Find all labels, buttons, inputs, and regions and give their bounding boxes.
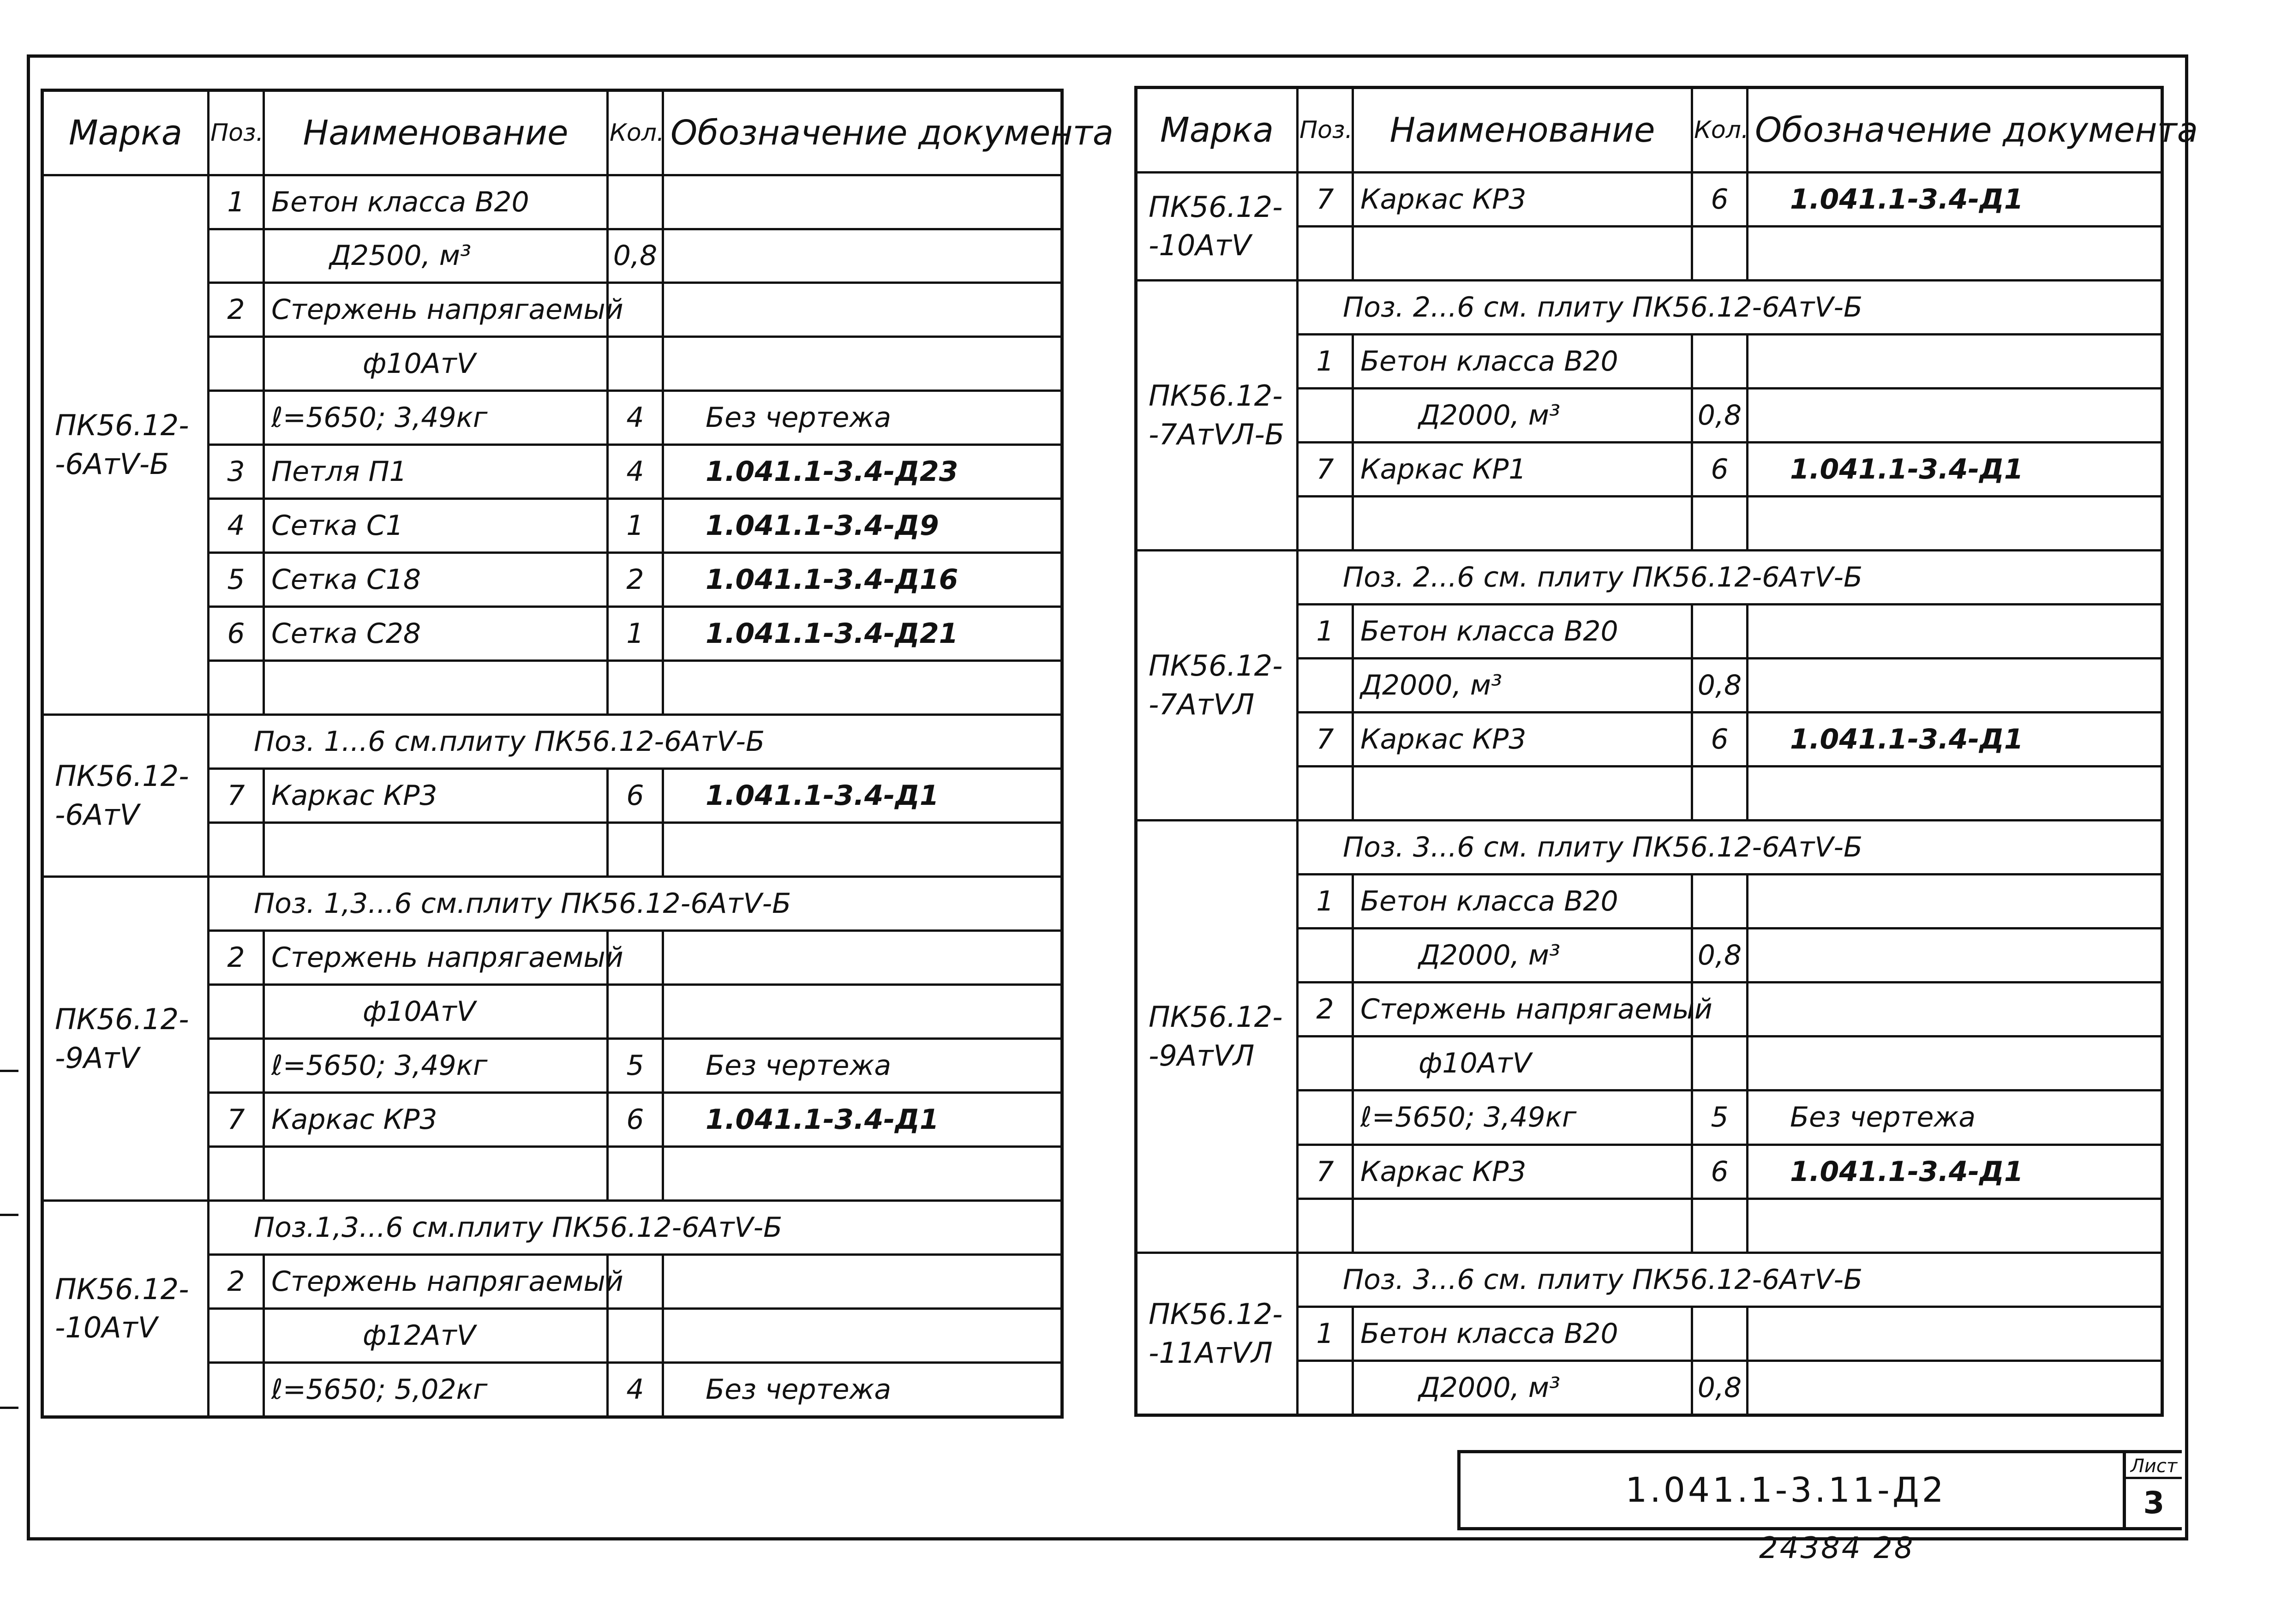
doc-cell <box>663 229 1062 283</box>
marka-cell: ПК56.12--9АтⅤЛ <box>1136 821 1298 1252</box>
pos-cell <box>209 391 264 445</box>
header-pos: Поз. <box>1298 88 1353 173</box>
doc-cell <box>663 985 1062 1039</box>
pos-cell: 7 <box>1298 442 1353 496</box>
doc-cell <box>1748 983 2162 1037</box>
kol-cell: 6 <box>1692 172 1748 226</box>
name-cell <box>264 823 608 877</box>
table-row <box>1136 821 2162 875</box>
name-cell: ℓ=5650; 3,49кг <box>264 1039 608 1093</box>
doc-cell <box>1748 659 2162 713</box>
kol-cell: 0,8 <box>1692 388 1748 442</box>
doc-cell: 1.041.1-3.4-Д16 <box>663 553 1062 607</box>
doc-cell <box>1748 929 2162 983</box>
name-cell: Каркас КР3 <box>264 769 608 823</box>
doc-cell <box>1748 1306 2162 1360</box>
table-row <box>42 877 1062 931</box>
pos-cell <box>209 1362 264 1417</box>
margin-tick <box>0 1070 18 1072</box>
kol-cell <box>1692 1037 1748 1091</box>
name-cell <box>264 1146 608 1200</box>
doc-cell: 1.041.1-3.4-Д9 <box>663 499 1062 553</box>
pos-cell: 6 <box>209 607 264 661</box>
kol-cell: 2 <box>608 553 663 607</box>
doc-cell <box>1748 226 2162 280</box>
name-cell: Бетон класса В20 <box>1353 875 1692 929</box>
kol-cell <box>1692 875 1748 929</box>
title-block-stamp <box>1457 1450 2182 1530</box>
pos-cell <box>1298 496 1353 550</box>
pos-cell <box>209 229 264 283</box>
kol-cell <box>608 1308 663 1362</box>
pos-cell <box>1298 929 1353 983</box>
doc-cell: 1.041.1-3.4-Д1 <box>1748 1145 2162 1199</box>
kol-cell: 6 <box>608 1093 663 1147</box>
table-row <box>1136 1252 2162 1306</box>
name-cell: Д2000, м³ <box>1353 929 1692 983</box>
name-cell: Каркас КР3 <box>1353 172 1692 226</box>
table-row <box>1136 172 2162 226</box>
kol-cell <box>608 1146 663 1200</box>
pos-cell <box>1298 388 1353 442</box>
pos-cell: 2 <box>209 931 264 985</box>
doc-cell <box>1748 875 2162 929</box>
doc-cell <box>663 931 1062 985</box>
pos-cell <box>1298 1199 1353 1252</box>
note-cell: Поз. 3...6 см. плиту ПК56.12-6АтⅤ-Б <box>1298 1252 2162 1306</box>
name-cell: ℓ=5650; 5,02кг <box>264 1362 608 1417</box>
pos-cell: 7 <box>1298 1145 1353 1199</box>
kol-cell: 0,8 <box>1692 1360 1748 1415</box>
kol-cell: 6 <box>1692 442 1748 496</box>
marka-cell: ПК56.12--6АтⅤ-Б <box>42 175 209 715</box>
table-row <box>42 1200 1062 1254</box>
name-cell: Д2000, м³ <box>1353 659 1692 713</box>
name-cell: Сетка С1 <box>264 499 608 553</box>
header-doc: Обозначение документа <box>663 90 1062 175</box>
kol-cell: 4 <box>608 1362 663 1417</box>
pos-cell: 1 <box>1298 605 1353 659</box>
marka-cell: ПК56.12--11АтⅤЛ <box>1136 1252 1298 1415</box>
doc-cell: Без чертежа <box>663 1362 1062 1417</box>
sheet-label: Лист <box>2126 1453 2182 1479</box>
name-cell: Д2000, м³ <box>1353 1360 1692 1415</box>
header-doc: Обозначение документа <box>1748 88 2162 173</box>
marka-cell: ПК56.12--10АтⅤ <box>42 1200 209 1417</box>
doc-cell <box>663 1254 1062 1308</box>
note-cell: Поз. 1,3...6 см.плиту ПК56.12-6АтⅤ-Б <box>209 877 1062 931</box>
pos-cell <box>1298 1360 1353 1415</box>
pos-cell: 2 <box>209 1254 264 1308</box>
name-cell <box>1353 767 1692 821</box>
marka-cell: ПК56.12--7АтⅤЛ-Б <box>1136 280 1298 550</box>
kol-cell: 6 <box>1692 1145 1748 1199</box>
pos-cell <box>1298 1037 1353 1091</box>
doc-cell <box>663 661 1062 715</box>
pos-cell <box>209 1039 264 1093</box>
doc-cell <box>1748 334 2162 388</box>
name-cell: ф10АтⅤ <box>264 985 608 1039</box>
doc-cell <box>1748 767 2162 821</box>
doc-cell: 1.041.1-3.4-Д23 <box>663 445 1062 499</box>
pos-cell: 1 <box>1298 1306 1353 1360</box>
doc-cell <box>663 1146 1062 1200</box>
pos-cell: 4 <box>209 499 264 553</box>
name-cell: Стержень напрягаемый <box>264 931 608 985</box>
kol-cell: 1 <box>608 499 663 553</box>
name-cell <box>1353 226 1692 280</box>
doc-cell: 1.041.1-3.4-Д1 <box>1748 442 2162 496</box>
name-cell: ℓ=5650; 3,49кг <box>264 391 608 445</box>
kol-cell <box>608 175 663 229</box>
name-cell: Сетка С18 <box>264 553 608 607</box>
pos-cell: 1 <box>209 175 264 229</box>
pos-cell: 7 <box>209 769 264 823</box>
name-cell <box>1353 1199 1692 1252</box>
header-marka: Марка <box>42 90 209 175</box>
header-row <box>1136 88 2162 173</box>
header-name: Наименование <box>264 90 608 175</box>
kol-cell <box>1692 334 1748 388</box>
doc-cell: Без чертежа <box>663 391 1062 445</box>
name-cell: ф12АтⅤ <box>264 1308 608 1362</box>
pos-cell <box>209 337 264 391</box>
kol-cell <box>608 823 663 877</box>
note-cell: Поз. 2...6 см. плиту ПК56.12-6АтⅤ-Б <box>1298 280 2162 334</box>
note-cell: Поз.1,3...6 см.плиту ПК56.12-6АтⅤ-Б <box>209 1200 1062 1254</box>
name-cell <box>264 661 608 715</box>
pos-cell: 7 <box>209 1093 264 1147</box>
doc-cell: Без чертежа <box>663 1039 1062 1093</box>
pos-cell <box>209 985 264 1039</box>
kol-cell <box>608 661 663 715</box>
sheet-number: 3 <box>2143 1485 2165 1521</box>
pos-cell: 1 <box>1298 875 1353 929</box>
kol-cell <box>1692 496 1748 550</box>
header-marka: Марка <box>1136 88 1298 173</box>
kol-cell: 4 <box>608 391 663 445</box>
header-pos: Поз. <box>209 90 264 175</box>
name-cell: ℓ=5650; 3,49кг <box>1353 1091 1692 1145</box>
doc-cell <box>663 823 1062 877</box>
right-specification-table <box>1134 86 2198 1417</box>
header-row <box>42 90 1062 175</box>
marka-cell: ПК56.12--9АтⅤ <box>42 877 209 1201</box>
left-specification-table <box>41 89 1114 1419</box>
kol-cell <box>608 985 663 1039</box>
note-cell: Поз. 3...6 см. плиту ПК56.12-6АтⅤ-Б <box>1298 821 2162 875</box>
doc-cell: 1.041.1-3.4-Д21 <box>663 607 1062 661</box>
kol-cell: 1 <box>608 607 663 661</box>
doc-cell <box>1748 1199 2162 1252</box>
pos-cell <box>1298 659 1353 713</box>
name-cell: Петля П1 <box>264 445 608 499</box>
kol-cell <box>608 337 663 391</box>
archive-number: 24384 28 <box>1759 1531 1915 1565</box>
doc-cell <box>1748 1360 2162 1415</box>
name-cell: ф10АтⅤ <box>264 337 608 391</box>
doc-cell <box>663 283 1062 337</box>
name-cell: Бетон класса В20 <box>264 175 608 229</box>
kol-cell: 0,8 <box>1692 929 1748 983</box>
name-cell: Каркас КР3 <box>1353 713 1692 767</box>
kol-cell: 0,8 <box>608 229 663 283</box>
kol-cell: 0,8 <box>1692 659 1748 713</box>
pos-cell <box>1298 767 1353 821</box>
pos-cell: 2 <box>1298 983 1353 1037</box>
pos-cell: 7 <box>1298 172 1353 226</box>
name-cell: ф10АтⅤ <box>1353 1037 1692 1091</box>
kol-cell: 4 <box>608 445 663 499</box>
header-kol: Кол. <box>1692 88 1748 173</box>
table-row <box>42 715 1062 769</box>
kol-cell: 5 <box>608 1039 663 1093</box>
marka-cell: ПК56.12--7АтⅤЛ <box>1136 550 1298 820</box>
name-cell: Бетон класса В20 <box>1353 1306 1692 1360</box>
doc-cell: Без чертежа <box>1748 1091 2162 1145</box>
doc-cell: 1.041.1-3.4-Д1 <box>663 1093 1062 1147</box>
pos-cell: 5 <box>209 553 264 607</box>
pos-cell <box>209 1308 264 1362</box>
doc-cell <box>663 1308 1062 1362</box>
name-cell <box>1353 496 1692 550</box>
kol-cell: 6 <box>1692 713 1748 767</box>
kol-cell: 5 <box>1692 1091 1748 1145</box>
sheet-cell <box>2123 1453 2182 1527</box>
header-name: Наименование <box>1353 88 1692 173</box>
kol-cell <box>1692 1199 1748 1252</box>
table-row <box>1136 550 2162 604</box>
pos-cell <box>209 661 264 715</box>
name-cell: Д2000, м³ <box>1353 388 1692 442</box>
doc-cell <box>663 175 1062 229</box>
margin-tick <box>0 1214 18 1216</box>
name-cell: Стержень напрягаемый <box>264 1254 608 1308</box>
doc-cell: 1.041.1-3.4-Д1 <box>1748 713 2162 767</box>
pos-cell <box>1298 1091 1353 1145</box>
note-cell: Поз. 2...6 см. плиту ПК56.12-6АтⅤ-Б <box>1298 550 2162 604</box>
pos-cell: 3 <box>209 445 264 499</box>
doc-cell <box>1748 496 2162 550</box>
marka-cell: ПК56.12--6АтⅤ <box>42 715 209 877</box>
doc-cell <box>1748 1037 2162 1091</box>
table-row <box>1136 280 2162 334</box>
pos-cell <box>1298 226 1353 280</box>
kol-cell <box>1692 767 1748 821</box>
name-cell: Стержень напрягаемый <box>264 283 608 337</box>
doc-cell <box>663 337 1062 391</box>
name-cell: Сетка С28 <box>264 607 608 661</box>
header-kol: Кол. <box>608 90 663 175</box>
name-cell: Д2500, м³ <box>264 229 608 283</box>
name-cell: Каркас КР3 <box>1353 1145 1692 1199</box>
document-code: 1.041.1-3.11-Д2 <box>1625 1470 1946 1510</box>
table-row <box>42 175 1062 229</box>
name-cell: Каркас КР3 <box>264 1093 608 1147</box>
note-cell: Поз. 1...6 см.плиту ПК56.12-6АтⅤ-Б <box>209 715 1062 769</box>
doc-cell: 1.041.1-3.4-Д1 <box>663 769 1062 823</box>
name-cell: Бетон класса В20 <box>1353 334 1692 388</box>
margin-tick <box>0 1407 18 1409</box>
pos-cell <box>209 1146 264 1200</box>
kol-cell <box>1692 605 1748 659</box>
pos-cell <box>209 823 264 877</box>
kol-cell: 6 <box>608 769 663 823</box>
name-cell: Каркас КР1 <box>1353 442 1692 496</box>
pos-cell: 7 <box>1298 713 1353 767</box>
doc-cell <box>1748 605 2162 659</box>
kol-cell <box>1692 226 1748 280</box>
name-cell: Бетон класса В20 <box>1353 605 1692 659</box>
doc-cell <box>1748 388 2162 442</box>
kol-cell <box>1692 1306 1748 1360</box>
marka-cell: ПК56.12--10АтⅤ <box>1136 172 1298 280</box>
name-cell: Стержень напрягаемый <box>1353 983 1692 1037</box>
pos-cell: 2 <box>209 283 264 337</box>
doc-cell: 1.041.1-3.4-Д1 <box>1748 172 2162 226</box>
pos-cell: 1 <box>1298 334 1353 388</box>
